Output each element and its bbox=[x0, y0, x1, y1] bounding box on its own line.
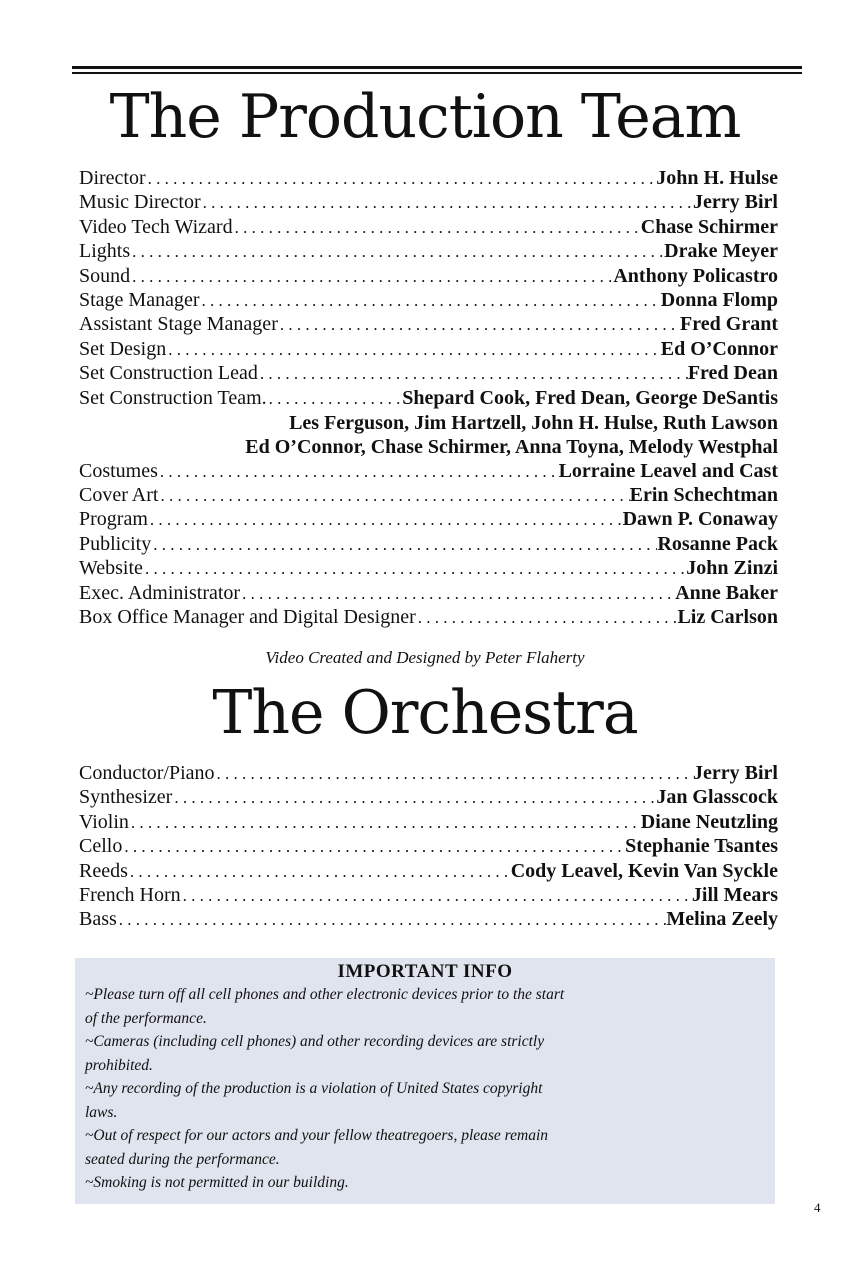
info-item-line: ~Please turn off all cell phones and other electronic devices prior to the start bbox=[85, 986, 565, 1003]
orchestra-title: The Orchestra bbox=[212, 678, 638, 748]
production-row bbox=[79, 216, 778, 240]
orchestra-row bbox=[79, 762, 778, 786]
info-item bbox=[75, 983, 775, 1030]
production-role: Program bbox=[79, 508, 148, 531]
info-item bbox=[75, 1077, 775, 1124]
orchestra-person: Jill Mears bbox=[691, 883, 778, 906]
production-role: Sound bbox=[79, 264, 131, 287]
orchestra-row bbox=[79, 908, 778, 932]
orchestra-row bbox=[79, 811, 778, 835]
production-row bbox=[79, 362, 778, 386]
info-item bbox=[75, 1171, 775, 1195]
orchestra-list bbox=[79, 762, 778, 933]
production-role: Website bbox=[79, 557, 143, 580]
dot-leader bbox=[143, 559, 686, 579]
orchestra-person: Melina Zeely bbox=[666, 908, 778, 931]
production-role: Stage Manager bbox=[79, 288, 200, 311]
production-row bbox=[79, 460, 778, 484]
production-person: Lorraine Leavel and Cast bbox=[558, 459, 778, 482]
orchestra-role: French Horn bbox=[79, 883, 181, 906]
dot-leader bbox=[151, 535, 657, 555]
page-number: 4 bbox=[814, 1200, 821, 1215]
production-role: Lights bbox=[79, 240, 131, 263]
dot-leader bbox=[129, 813, 641, 833]
info-item bbox=[75, 1124, 775, 1171]
production-role: Video Tech Wizard bbox=[79, 215, 233, 238]
dot-leader bbox=[278, 315, 680, 335]
important-info-box bbox=[75, 958, 775, 1204]
production-role: Music Director bbox=[79, 191, 201, 214]
info-item-line: seated during the performance. bbox=[85, 1150, 280, 1168]
orchestra-row bbox=[79, 835, 778, 859]
orchestra-role: Cello bbox=[79, 835, 123, 858]
orchestra-person: Stephanie Tsantes bbox=[625, 835, 778, 858]
info-item-line: ~Cameras (including cell phones) and other recording devices are strictly bbox=[85, 1033, 545, 1050]
production-row bbox=[79, 484, 778, 508]
production-person: John Zinzi bbox=[686, 557, 778, 580]
production-role: Costumes bbox=[79, 459, 158, 482]
production-role: Set Construction Lead bbox=[79, 362, 258, 385]
dot-leader bbox=[181, 886, 692, 906]
orchestra-person: Cody Leavel, Kevin Van Syckle bbox=[510, 859, 778, 882]
dot-leader bbox=[233, 218, 641, 238]
top-rule-thick bbox=[72, 66, 802, 69]
production-person: Chase Schirmer bbox=[640, 215, 778, 238]
orchestra-row bbox=[79, 884, 778, 908]
orchestra-row bbox=[79, 860, 778, 884]
orchestra-row bbox=[79, 786, 778, 810]
production-person: John H. Hulse bbox=[656, 167, 778, 189]
info-item-line: of the performance. bbox=[85, 1009, 207, 1027]
dot-leader bbox=[267, 389, 403, 409]
orchestra-role: Violin bbox=[79, 810, 129, 833]
dot-leader bbox=[166, 340, 661, 360]
construction-team-continuation-1: Les Ferguson, Jim Hartzell, John H. Hulse, Ruth Lawson bbox=[289, 411, 778, 434]
production-row bbox=[79, 191, 778, 215]
production-team-title: The Production Team bbox=[109, 82, 741, 152]
production-person: Ed O’Connor bbox=[660, 337, 778, 360]
production-person: Dawn P. Conaway bbox=[622, 508, 778, 531]
video-credit: Video Created and Designed by Peter Flaherty bbox=[265, 648, 585, 667]
info-item-line: ~Smoking is not permitted in our building. bbox=[85, 1174, 349, 1191]
production-person: Donna Flomp bbox=[660, 288, 778, 311]
info-item-line: ~Out of respect for our actors and your fellow theatregoers, please remain bbox=[85, 1127, 549, 1144]
dot-leader bbox=[148, 510, 623, 530]
production-role: Exec. Administrator bbox=[79, 581, 241, 604]
production-row bbox=[79, 557, 778, 581]
production-person: Anne Baker bbox=[675, 581, 778, 604]
production-row bbox=[79, 533, 778, 557]
dot-leader bbox=[158, 486, 629, 506]
dot-leader bbox=[122, 837, 625, 857]
production-person: Jerry Birl bbox=[693, 191, 778, 214]
dot-leader bbox=[158, 462, 559, 482]
orchestra-person: Jan Glasscock bbox=[656, 786, 778, 809]
production-role: Assistant Stage Manager bbox=[79, 313, 278, 336]
production-row bbox=[79, 582, 778, 606]
info-item bbox=[75, 1030, 775, 1077]
production-person: Liz Carlson bbox=[677, 606, 778, 629]
production-row bbox=[79, 265, 778, 289]
dot-leader bbox=[215, 764, 693, 784]
production-person: Shepard Cook, Fred Dean, George DeSantis bbox=[402, 386, 778, 409]
orchestra-person: Jerry Birl bbox=[693, 762, 778, 784]
important-info-title: IMPORTANT INFO bbox=[337, 961, 513, 982]
production-role: Set Design bbox=[79, 337, 167, 360]
dot-leader bbox=[258, 364, 688, 384]
production-role: Publicity bbox=[79, 532, 152, 555]
production-row bbox=[79, 240, 778, 264]
production-team-list bbox=[79, 167, 778, 630]
dot-leader bbox=[172, 788, 656, 808]
production-person: Rosanne Pack bbox=[657, 532, 778, 555]
dot-leader bbox=[117, 910, 667, 930]
production-person: Fred Grant bbox=[680, 313, 778, 336]
production-row bbox=[79, 313, 778, 337]
production-person: Fred Dean bbox=[687, 362, 778, 385]
production-role: Box Office Manager and Digital Designer bbox=[79, 606, 416, 629]
dot-leader bbox=[201, 193, 693, 213]
dot-leader bbox=[240, 584, 675, 604]
dot-leader bbox=[416, 608, 678, 628]
top-rule-thin bbox=[72, 72, 802, 74]
production-role: Director bbox=[79, 167, 146, 189]
orchestra-role: Conductor/Piano bbox=[79, 762, 215, 784]
dot-leader bbox=[146, 169, 657, 189]
production-row bbox=[79, 508, 778, 532]
orchestra-role: Synthesizer bbox=[79, 786, 173, 809]
orchestra-person: Diane Neutzling bbox=[640, 810, 778, 833]
production-row bbox=[79, 338, 778, 362]
orchestra-role: Reeds bbox=[79, 859, 128, 882]
dot-leader bbox=[128, 862, 511, 882]
production-role: Cover Art bbox=[79, 484, 159, 507]
info-item-line: laws. bbox=[85, 1103, 118, 1121]
dot-leader bbox=[130, 267, 613, 287]
production-row bbox=[79, 387, 778, 411]
dot-leader bbox=[200, 291, 661, 311]
production-role: Set Construction Team. bbox=[79, 386, 267, 409]
production-person: Drake Meyer bbox=[664, 240, 778, 263]
production-row bbox=[79, 606, 778, 630]
production-person: Erin Schechtman bbox=[629, 484, 778, 507]
info-item-line: ~Any recording of the production is a violation of United States copyright bbox=[85, 1080, 543, 1097]
production-person: Anthony Policastro bbox=[613, 264, 778, 287]
production-row bbox=[79, 289, 778, 313]
production-row bbox=[79, 167, 778, 191]
construction-team-continuation-2: Ed O’Connor, Chase Schirmer, Anna Toyna, Melody Westphal bbox=[245, 436, 778, 459]
info-item-line: prohibited. bbox=[85, 1056, 153, 1074]
dot-leader bbox=[130, 242, 664, 262]
orchestra-role: Bass bbox=[79, 908, 117, 931]
